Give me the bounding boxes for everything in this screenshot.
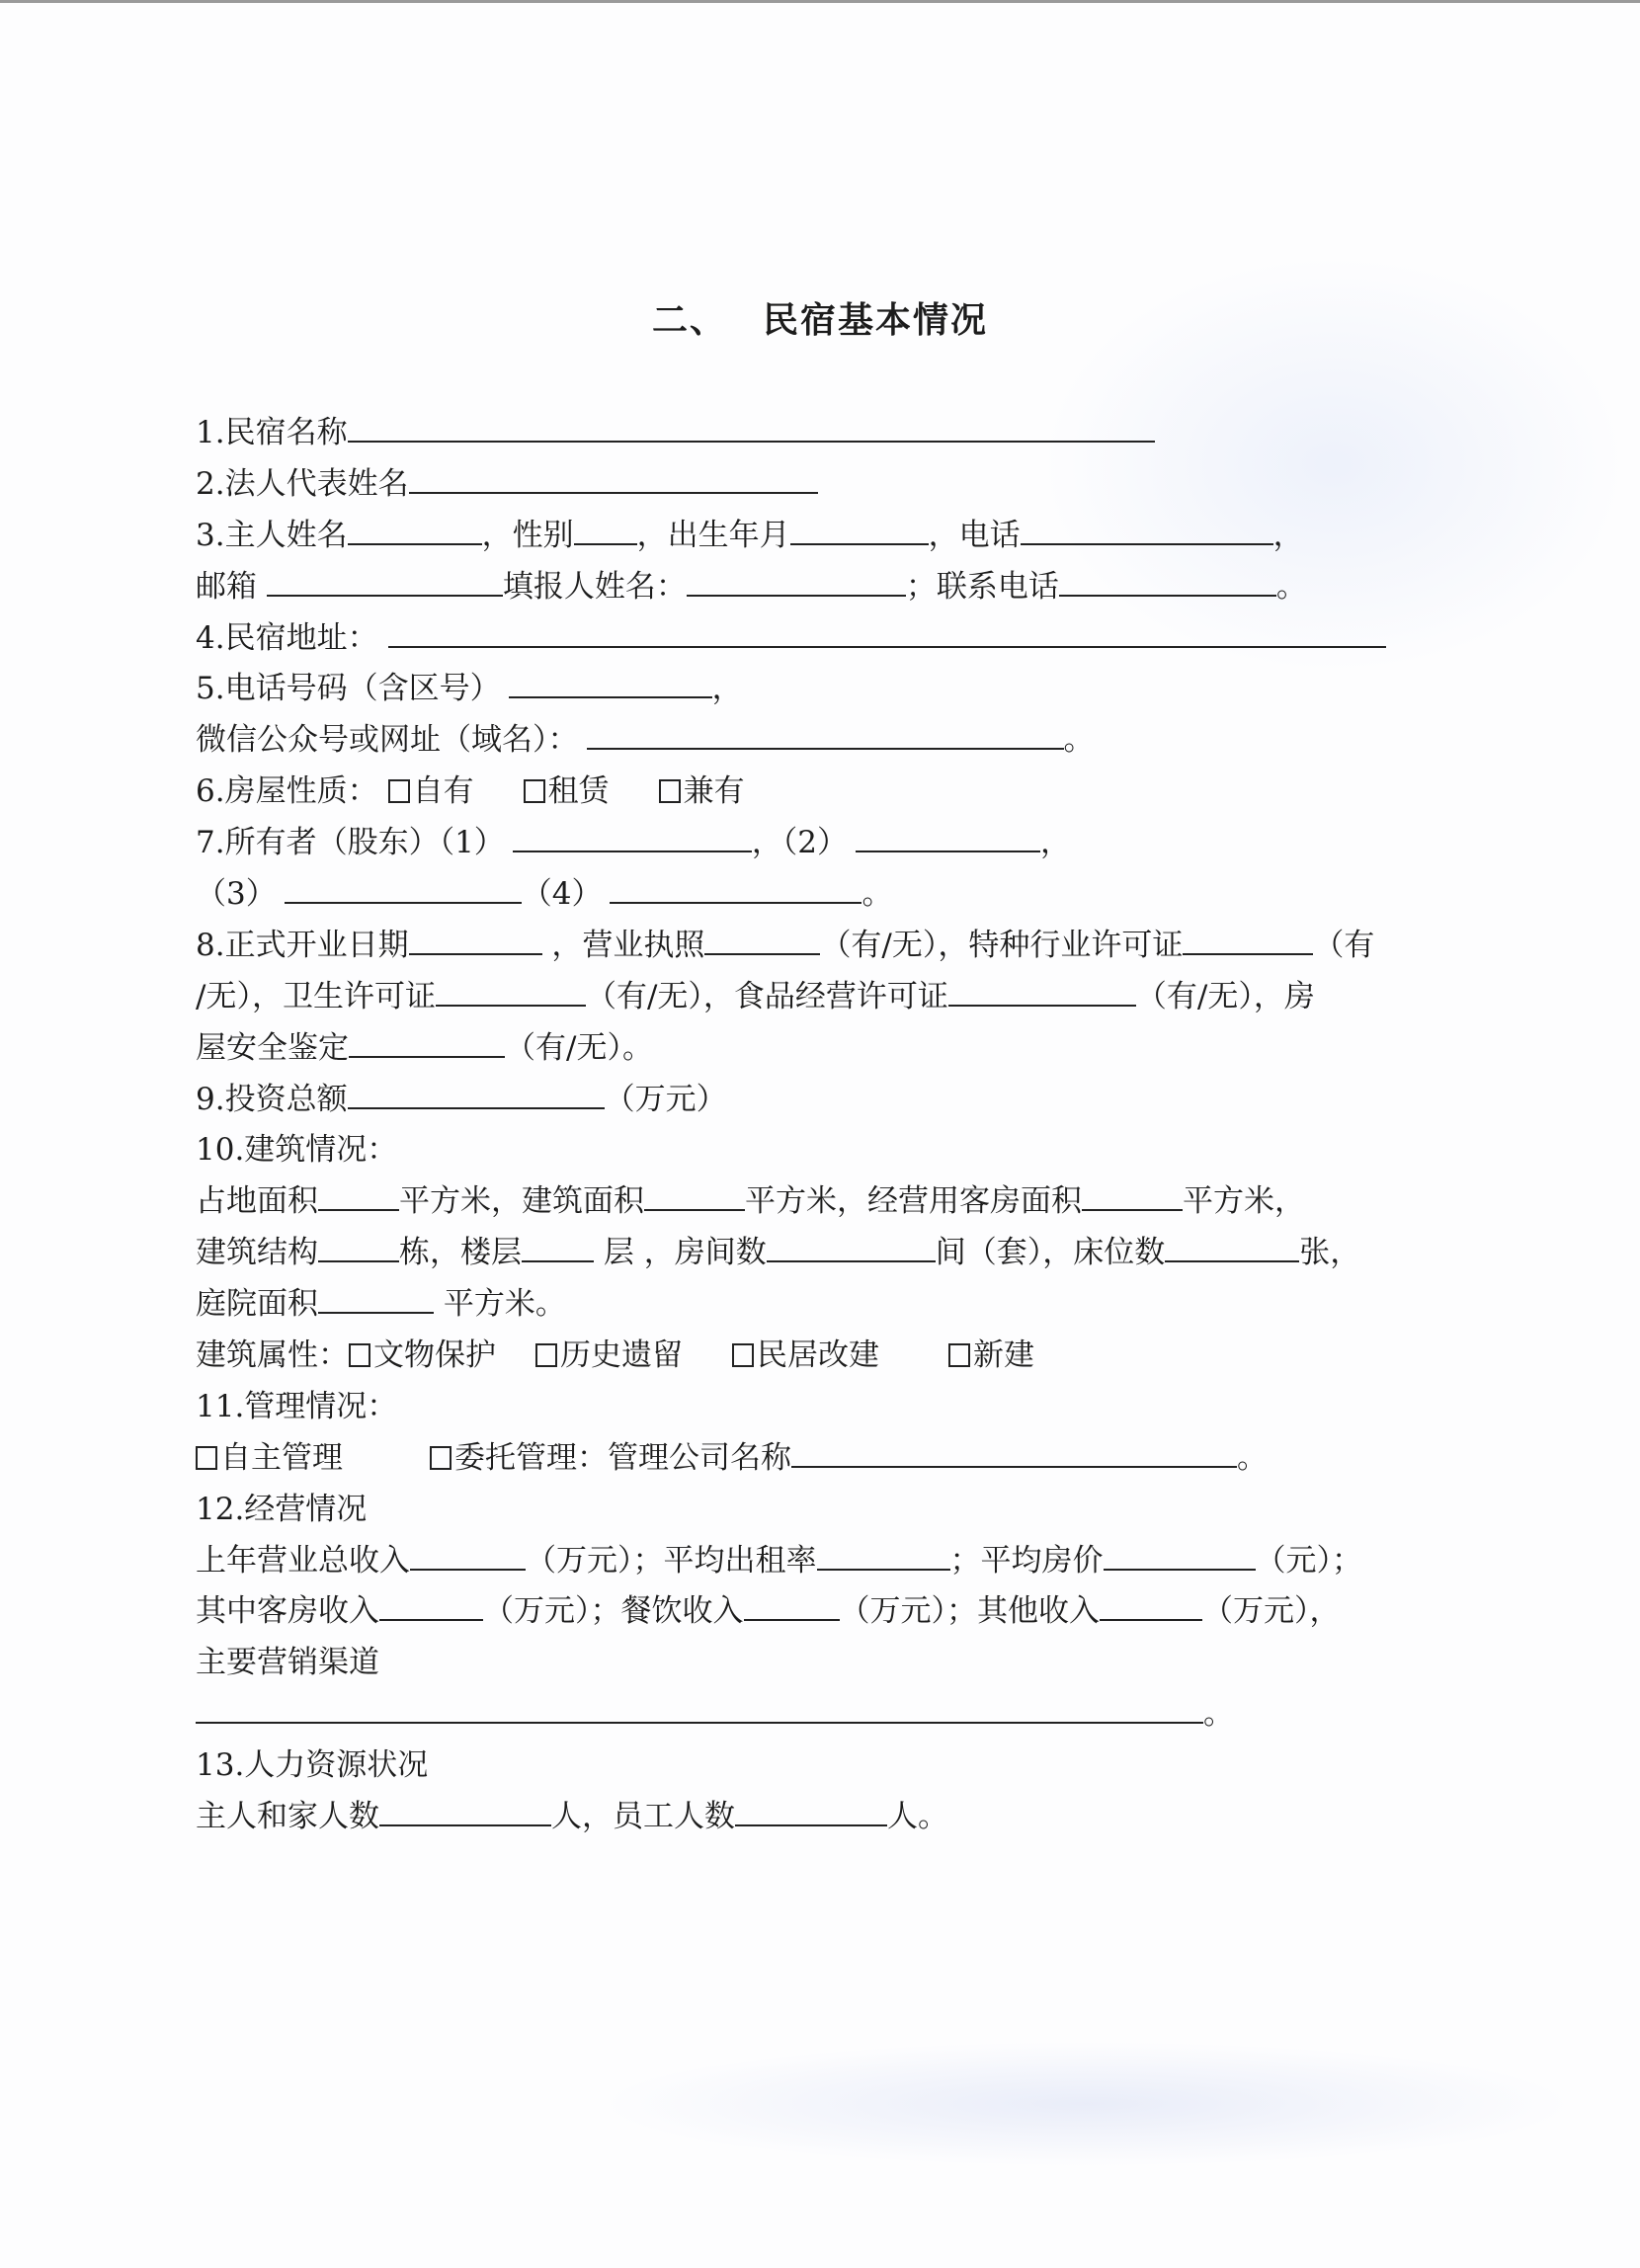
checkbox[interactable]: [196, 1446, 217, 1470]
form-line-16: [196, 1175, 1401, 1227]
checkbox[interactable]: [388, 779, 410, 803]
form-line-24: [196, 1585, 1401, 1637]
field-label: （有/无）。: [505, 1029, 653, 1066]
form-line-15: [196, 1124, 1401, 1175]
field-label: 平方米，建筑面积: [399, 1183, 644, 1220]
fill-in-blank[interactable]: [379, 1795, 551, 1826]
field-label: （万元），: [1202, 1593, 1341, 1630]
form-line-22: [196, 1484, 1401, 1535]
fill-in-blank[interactable]: [1183, 924, 1313, 955]
field-label: 其中客房收入: [196, 1593, 379, 1630]
form-line-18: [196, 1278, 1401, 1330]
field-label: 平方米，经营用客房面积: [745, 1183, 1082, 1220]
field-label: 主要营销渠道: [196, 1645, 379, 1681]
fill-in-blank[interactable]: [522, 1231, 594, 1262]
field-label: 占地面积: [196, 1183, 318, 1220]
form-line-26: [196, 1688, 1401, 1740]
field-label: 8.正式开业日期: [196, 927, 409, 963]
checkbox[interactable]: [349, 1343, 370, 1367]
field-label: 张，: [1299, 1235, 1361, 1271]
field-label: （有/无），食品经营许可证: [585, 978, 948, 1014]
field-label: 9.投资总额: [196, 1081, 348, 1117]
field-label: （4）: [521, 876, 603, 913]
fill-in-blank[interactable]: [1059, 565, 1276, 597]
fill-in-blank[interactable]: [348, 1078, 605, 1109]
fill-in-blank[interactable]: [410, 1539, 526, 1571]
form-line-23: [196, 1535, 1401, 1586]
fill-in-blank[interactable]: [348, 514, 482, 545]
field-label: （有: [1313, 927, 1375, 963]
fill-in-blank[interactable]: [1100, 1589, 1202, 1621]
form-line-21: [196, 1432, 1401, 1484]
field-label: 12.经营情况: [196, 1491, 368, 1527]
fill-in-blank[interactable]: [513, 821, 752, 852]
fill-in-blank[interactable]: [409, 924, 542, 955]
field-label: 。: [1063, 722, 1095, 759]
field-label: 。: [1237, 1439, 1268, 1476]
field-label: 兼有: [683, 773, 745, 810]
form-line-4: [196, 561, 1401, 612]
field-label: （有/无），房: [1135, 978, 1315, 1014]
form-line-8: [196, 766, 1401, 817]
fill-in-blank[interactable]: [791, 1436, 1237, 1468]
checkbox[interactable]: [732, 1343, 754, 1367]
field-label: 6.房屋性质：: [196, 773, 378, 810]
fill-in-blank[interactable]: [348, 411, 1155, 443]
field-label: 主人和家人数: [196, 1799, 379, 1835]
field-label: ；联系电话: [905, 568, 1059, 605]
field-label: 平方米。: [434, 1286, 566, 1323]
field-label: 3.主人姓名: [196, 517, 348, 553]
field-label: 新建: [973, 1337, 1034, 1374]
section-title: [0, 292, 1640, 343]
field-label: ，出生年月: [636, 517, 790, 553]
form-line-2: [196, 458, 1401, 510]
field-label: 租赁: [547, 773, 610, 810]
field-label: 。: [861, 876, 893, 913]
fill-in-blank[interactable]: [948, 975, 1136, 1007]
form-line-9: [196, 817, 1401, 868]
form-line-1: [196, 407, 1401, 458]
fill-in-blank[interactable]: [409, 462, 818, 494]
form-line-6: [196, 663, 1401, 714]
checkbox[interactable]: [948, 1343, 970, 1367]
form-line-3: [196, 510, 1401, 561]
fill-in-blank[interactable]: [744, 1589, 840, 1621]
field-label: 。: [1275, 568, 1307, 605]
field-label: ，（2）: [751, 825, 849, 861]
field-label: ，: [1272, 517, 1304, 553]
field-label: 屋安全鉴定: [196, 1029, 349, 1066]
fill-in-blank[interactable]: [610, 872, 861, 904]
field-label: 13.人力资源状况: [196, 1747, 429, 1784]
form-line-12: [196, 971, 1401, 1022]
fill-in-blank[interactable]: [349, 1026, 505, 1058]
fill-in-blank[interactable]: [587, 718, 1064, 750]
fill-in-blank[interactable]: [704, 924, 820, 955]
field-label: 建筑属性：: [196, 1337, 349, 1374]
fill-in-blank[interactable]: [388, 616, 1386, 648]
form-line-20: [196, 1381, 1401, 1432]
form-line-25: [196, 1637, 1401, 1688]
basic-info-form: [196, 407, 1401, 1842]
field-label: （万元）；餐饮收入: [483, 1593, 744, 1630]
form-line-14: [196, 1074, 1401, 1125]
form-line-17: [196, 1227, 1401, 1278]
form-line-7: [196, 714, 1401, 766]
fill-in-blank[interactable]: [285, 872, 522, 904]
field-label: 平方米，: [1183, 1183, 1305, 1220]
field-label: ，性别: [481, 517, 574, 553]
form-line-27: [196, 1740, 1401, 1791]
field-label: 4.民宿地址：: [196, 619, 378, 656]
fill-in-blank[interactable]: [267, 565, 503, 597]
fill-in-blank[interactable]: [1104, 1539, 1256, 1571]
fill-in-blank[interactable]: [767, 1231, 936, 1262]
field-label: ，营业执照: [541, 927, 705, 963]
field-label: 填报人姓名：: [502, 568, 687, 605]
fill-in-blank[interactable]: [856, 821, 1040, 852]
field-label: 栋，楼层: [399, 1235, 522, 1271]
fill-in-blank[interactable]: [644, 1179, 745, 1211]
field-label: （万元）: [604, 1081, 727, 1117]
field-label: 庭院面积: [196, 1286, 318, 1323]
field-label: 5.电话号码（含区号）: [196, 671, 501, 707]
fill-in-blank[interactable]: [735, 1795, 887, 1826]
form-line-19: [196, 1330, 1401, 1381]
fill-in-blank[interactable]: [1021, 514, 1273, 545]
fill-in-blank[interactable]: [318, 1231, 399, 1262]
field-label: 上年营业总收入: [196, 1542, 410, 1579]
field-label: 自主管理: [220, 1439, 343, 1476]
checkbox[interactable]: [659, 779, 681, 803]
section-number: 二、: [651, 300, 727, 341]
field-label: 邮箱: [196, 568, 267, 605]
field-label: 建筑结构: [196, 1235, 318, 1271]
fill-in-blank[interactable]: [436, 975, 586, 1007]
field-label: ；平均房价: [949, 1542, 1104, 1579]
field-label: 10.建筑情况：: [196, 1132, 398, 1169]
fill-in-blank[interactable]: [318, 1179, 399, 1211]
field-label: 历史遗留: [560, 1337, 683, 1374]
field-label: ，: [1040, 825, 1072, 861]
form-line-11: [196, 920, 1401, 971]
fill-in-blank[interactable]: [574, 514, 637, 545]
section-heading: 民宿基本情况: [763, 300, 989, 341]
field-label: （万元）；平均出租率: [526, 1542, 817, 1579]
field-label: ，电话: [928, 517, 1021, 553]
fill-in-blank[interactable]: [379, 1589, 483, 1621]
field-label: （3）: [196, 876, 277, 913]
fill-in-blank[interactable]: [1082, 1179, 1183, 1211]
field-label: 层 ，房间数: [594, 1235, 767, 1271]
field-label: 间（套），床位数: [935, 1235, 1166, 1271]
fill-in-blank[interactable]: [196, 1692, 1203, 1724]
field-label: 委托管理：管理公司名称: [454, 1439, 791, 1476]
field-label: /无），卫生许可证: [196, 978, 436, 1014]
field-label: （万元）；其他收入: [839, 1593, 1100, 1630]
field-label: ，: [711, 671, 743, 707]
field-label: 。: [1203, 1696, 1234, 1733]
field-label: （元）；: [1255, 1542, 1362, 1579]
fill-in-blank[interactable]: [318, 1282, 434, 1314]
checkbox[interactable]: [430, 1446, 451, 1470]
field-label: 人。: [887, 1799, 948, 1835]
fill-in-blank[interactable]: [817, 1539, 950, 1571]
field-label: 1.民宿名称: [196, 415, 348, 450]
scan-edge: [0, 0, 1640, 3]
form-line-28: [196, 1791, 1401, 1842]
field-label: 2.法人代表姓名: [196, 465, 409, 502]
field-label: 人，员工人数: [551, 1799, 735, 1835]
field-label: 自有: [412, 773, 474, 810]
field-label: （有/无），特种行业许可证: [820, 927, 1184, 963]
checkbox[interactable]: [535, 1343, 557, 1367]
field-label: 民居改建: [757, 1337, 879, 1374]
form-line-10: [196, 868, 1401, 920]
form-line-13: [196, 1022, 1401, 1074]
fill-in-blank[interactable]: [790, 514, 929, 545]
fill-in-blank[interactable]: [687, 565, 906, 597]
fill-in-blank[interactable]: [509, 667, 712, 698]
field-label: 11.管理情况：: [196, 1388, 398, 1424]
fill-in-blank[interactable]: [1165, 1231, 1299, 1262]
checkbox[interactable]: [524, 779, 545, 803]
form-line-5: [196, 612, 1401, 664]
field-label: 微信公众号或网址（域名）：: [196, 722, 579, 759]
field-label: 7.所有者（股东）（1）: [196, 825, 505, 861]
field-label: 文物保护: [373, 1337, 496, 1374]
